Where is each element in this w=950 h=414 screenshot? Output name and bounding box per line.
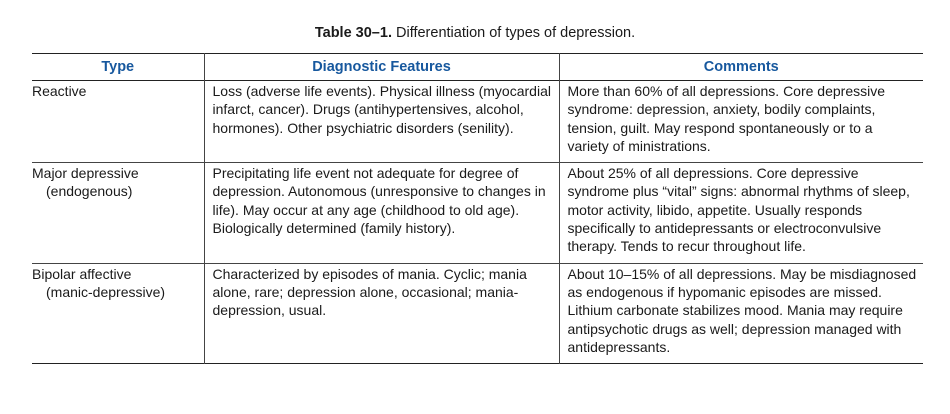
header-diagnostic-features: Diagnostic Features — [204, 54, 559, 81]
type-cell — [32, 81, 204, 163]
type-cell — [32, 263, 204, 363]
features-cell: Precipitating life event not adequate for degree of depression. Autonomous (unresponsive to changes in life). May occur at any age (childhood to old age). Biologically determined (family history). — [204, 163, 559, 263]
type-name: Bipolar affective — [32, 265, 132, 282]
table-row — [32, 263, 923, 363]
type-name: Reactive — [32, 83, 87, 99]
comments-cell: About 10–15% of all depressions. May be misdiagnosed as endogenous if hypomanic episodes are missed. Lithium carbonate stabilizes mood. Mania may require antipsychotic drugs as well; depression managed with antidepressants. — [559, 263, 923, 363]
table-row — [32, 81, 923, 163]
comments-cell: More than 60% of all depressions. Core depressive syndrome: depression, anxiety, bodily complaints, tension, guilt. May respond spontaneously or to a variety of ministrations. — [559, 81, 923, 163]
type-cell — [32, 163, 204, 263]
type-subname: (endogenous) — [46, 183, 133, 200]
depression-types-table — [32, 53, 923, 364]
type-subname: (manic-depressive) — [46, 283, 166, 300]
table-caption — [0, 24, 950, 42]
features-cell: Characterized by episodes of mania. Cyclic; mania alone, rare; depression alone, occasional; mania-depression, usual. — [204, 263, 559, 363]
type-name: Major depressive — [32, 165, 139, 182]
table-row — [32, 163, 923, 263]
table-number: Table 30–1. — [314, 25, 392, 41]
comments-cell: About 25% of all depressions. Core depressive syndrome plus “vital” signs: abnormal rhythms of sleep, motor activity, libido, appetite. Usually responds specifically to antidepressants or electroconvulsive therapy. Tends to recur throughout life. — [559, 163, 923, 263]
table-title: Differentiation of types of depression. — [396, 25, 636, 41]
header-comments: Comments — [559, 54, 923, 81]
features-cell: Loss (adverse life events). Physical illness (myocardial infarct, cancer). Drugs (antihypertensives, alcohol, hormones). Other psychiatric disorders (senility). — [204, 81, 559, 163]
header-type: Type — [101, 58, 135, 75]
header-row — [32, 54, 923, 81]
